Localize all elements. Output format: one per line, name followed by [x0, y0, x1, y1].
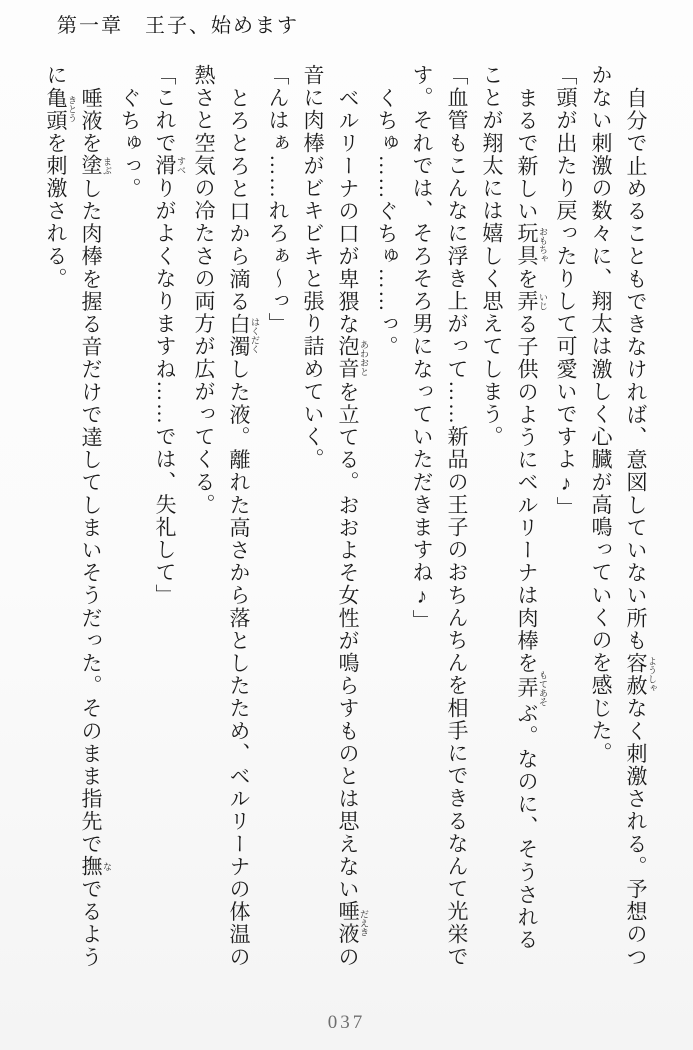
paragraph: とろとろと口から滴る白濁 はくだくした液。離れた高さから落としたため、ベルリーナの体温の熱さと空気の冷たさの両方が広がってくる。	[192, 64, 260, 969]
ruby-annotated-word: 弄 もてあそ	[515, 670, 548, 707]
paragraph: 自分で止めることもできなければ、意図していない所も容赦 ようしゃなく刺激される。予想のつかない刺激の数々に、翔太は激しく心臓が高鳴っていくのを感じた。	[589, 64, 657, 969]
paragraph: ベルリーナの口が卑猥な泡音 あわおとを立てる。おおよそ女性が鳴らすものとは思えない唾液 だえきの音に肉棒がビキビキと張り詰めていく。	[301, 64, 369, 969]
paragraph: 「血管もこんなに浮き上がって……新品の王子のおちんちんを相手にできるなんて光栄です。それでは、そろそろ男になっていただきますね♪」	[410, 64, 469, 968]
paragraph: まるで新しい玩具 おもちゃを弄 いじる子供のようにベルリーナは肉棒を弄 もてあそぶ。なのに、そうされることが翔太には嬉しく思えてしまう。	[480, 64, 548, 951]
paragraph: 「んはぁ……れろぁ〜っ」	[266, 64, 290, 336]
body-text	[38, 64, 657, 972]
paragraph: 「これで滑 すべりがよくなりますね……では、失礼して」	[153, 64, 186, 607]
ruby-annotated-word: 塗 まぶ	[79, 154, 112, 178]
ruby-annotated-word: 滑 すべ	[153, 154, 186, 178]
ruby-annotated-word: 泡音 あわおと	[336, 335, 369, 381]
ruby-annotated-word: 唾液 だえき	[336, 900, 369, 946]
paragraph: 唾液を塗 まぶした肉棒を握る音だけで達してしまいそうだった。そのまま指先で撫 なでるように亀頭 きとうを刺激される。	[44, 64, 112, 969]
ruby-annotated-word: 容赦 ようしゃ	[624, 651, 657, 697]
ruby-annotated-word: 玩具 おもちゃ	[515, 222, 548, 268]
ruby-annotated-word: 弄 いじ	[515, 290, 548, 313]
chapter-header: 第一章 王子、始めます	[57, 15, 299, 37]
paragraph: 「頭が出たり戻ったりして可愛いですよ♪」	[554, 64, 578, 519]
ruby-annotated-word: 撫 な	[79, 855, 112, 878]
paragraph: ぐちゅっ。	[118, 86, 142, 200]
ruby-annotated-word: 亀頭 きとう	[44, 86, 77, 132]
paragraph: くちゅ……ぐちゅ……っ。	[375, 86, 399, 358]
ruby-annotated-word: 白濁 はくだく	[227, 312, 260, 358]
page-number: 037	[327, 1012, 366, 1033]
